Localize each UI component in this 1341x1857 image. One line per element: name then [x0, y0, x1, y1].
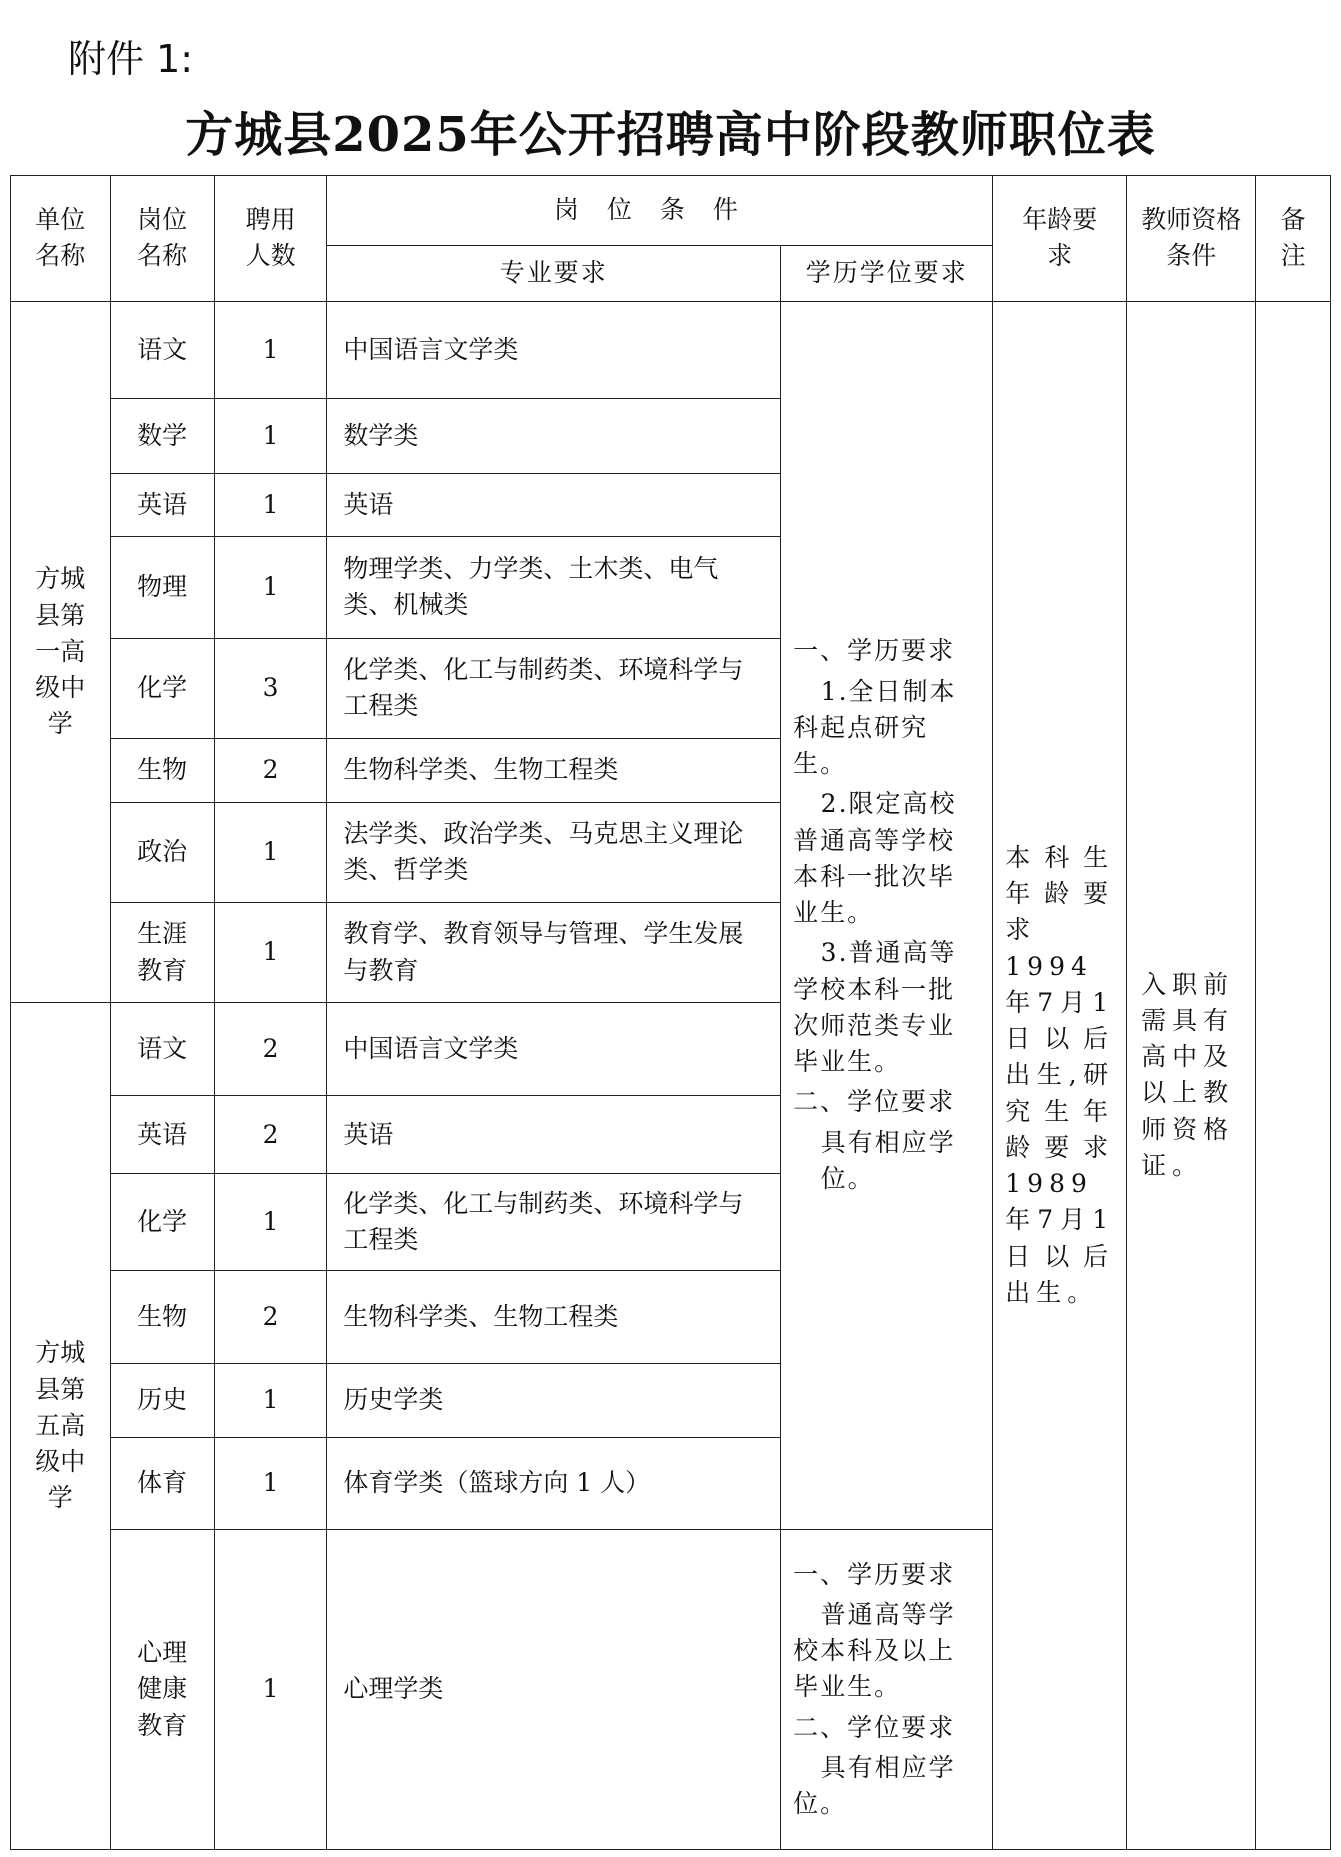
major-requirement: 中国语言文学类 — [327, 301, 781, 398]
edu-item-1: 普通高等学校本科及以上毕业生。 — [793, 1599, 956, 1702]
major-requirement: 历史学类 — [327, 1364, 781, 1437]
position-name: 数学 — [110, 398, 214, 474]
hire-count: 1 — [214, 398, 327, 474]
edu-degree: 具有相应学位。 — [820, 1127, 956, 1193]
header-age-requirement: 年龄要求 — [993, 176, 1127, 302]
remarks — [1256, 301, 1331, 1849]
edu-heading-1: 一、学历要求 — [793, 636, 956, 666]
hire-count: 1 — [214, 1529, 327, 1849]
unit-name-2: 方城县第五高级中学 — [11, 1003, 111, 1850]
hire-count: 1 — [214, 902, 327, 1002]
hire-count: 1 — [214, 1174, 327, 1271]
position-name: 生物 — [110, 738, 214, 802]
position-name: 物理 — [110, 537, 214, 638]
hire-count: 1 — [214, 1364, 327, 1437]
header-qualification: 教师资格条件 — [1127, 176, 1256, 302]
major-requirement: 数学类 — [327, 398, 781, 474]
edu-item-1: 1.全日制本科起点研究生。 — [793, 676, 957, 779]
position-name: 生物 — [110, 1271, 214, 1364]
edu-heading-1: 一、学历要求 — [793, 1559, 956, 1589]
unit-name-1: 方城县第一高级中学 — [11, 301, 111, 1002]
hire-count: 1 — [214, 474, 327, 537]
major-requirement: 中国语言文学类 — [327, 1003, 781, 1096]
teacher-qualification: 入职前需具有高中及以上教师资格证。 — [1127, 301, 1256, 1849]
header-position-conditions: 岗位条件 — [327, 176, 993, 246]
position-name: 历史 — [110, 1364, 214, 1437]
edu-item-3: 3.普通高等学校本科一批次师范类专业毕业生。 — [793, 938, 957, 1077]
major-requirement: 生物科学类、生物工程类 — [327, 1271, 781, 1364]
major-requirement: 化学类、化工与制药类、环境科学与工程类 — [327, 638, 781, 738]
major-requirement: 物理学类、力学类、土木类、电气类、机械类 — [327, 537, 781, 638]
education-requirement-psych — [781, 1529, 993, 1849]
hire-count: 2 — [214, 1003, 327, 1096]
position-name: 英语 — [110, 1096, 214, 1174]
position-table — [10, 175, 1331, 1850]
header-remarks: 备注 — [1256, 176, 1331, 302]
hire-count: 3 — [214, 638, 327, 738]
page-title: 方城县2025年公开招聘高中阶段教师职位表 — [185, 107, 1156, 163]
education-requirement-general — [781, 301, 993, 1529]
position-name: 语文 — [110, 1003, 214, 1096]
position-name: 化学 — [110, 638, 214, 738]
hire-count: 2 — [214, 1271, 327, 1364]
header-major-requirement: 专业要求 — [327, 245, 781, 301]
header-position-name: 岗位名称 — [110, 176, 214, 302]
header-hire-count: 聘用人数 — [214, 176, 327, 302]
major-requirement: 教育学、教育领导与管理、学生发展与教育 — [327, 902, 781, 1002]
hire-count: 1 — [214, 301, 327, 398]
hire-count: 2 — [214, 1096, 327, 1174]
position-name: 英语 — [110, 474, 214, 537]
table-row — [11, 301, 1331, 398]
edu-item-2: 2.限定高校普通高等学校本科一批次毕业生。 — [793, 789, 957, 928]
major-requirement: 英语 — [327, 1096, 781, 1174]
header-unit-name: 单位名称 — [11, 176, 111, 302]
major-requirement: 生物科学类、生物工程类 — [327, 738, 781, 802]
position-name: 体育 — [110, 1437, 214, 1529]
attachment-label: 附件 1: — [68, 37, 194, 81]
age-requirement: 本科生年龄要求1994年7月1日以后出生,研究生年龄要求1989年7月1日以后出生。 — [993, 301, 1127, 1849]
position-name: 语文 — [110, 301, 214, 398]
edu-heading-2: 二、学位要求 — [793, 1087, 956, 1117]
major-requirement: 体育学类（篮球方向 1 人） — [327, 1437, 781, 1529]
position-name: 政治 — [110, 802, 214, 902]
edu-degree: 具有相应学位。 — [793, 1752, 956, 1818]
hire-count: 2 — [214, 738, 327, 802]
header-education-requirement: 学历学位要求 — [781, 245, 993, 301]
position-name: 生涯教育 — [110, 902, 214, 1002]
major-requirement: 英语 — [327, 474, 781, 537]
major-requirement: 心理学类 — [327, 1529, 781, 1849]
major-requirement: 化学类、化工与制药类、环境科学与工程类 — [327, 1174, 781, 1271]
hire-count: 1 — [214, 1437, 327, 1529]
hire-count: 1 — [214, 537, 327, 638]
hire-count: 1 — [214, 802, 327, 902]
edu-heading-2: 二、学位要求 — [793, 1712, 956, 1742]
position-name: 心理健康教育 — [110, 1529, 214, 1849]
position-name: 化学 — [110, 1174, 214, 1271]
major-requirement: 法学类、政治学类、马克思主义理论类、哲学类 — [327, 802, 781, 902]
